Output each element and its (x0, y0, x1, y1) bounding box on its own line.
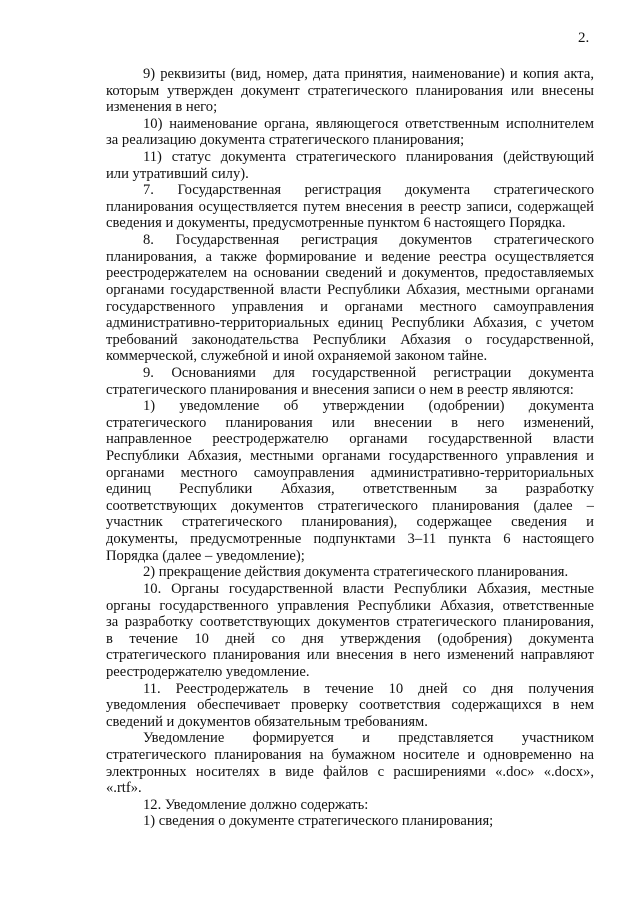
text-line: направленное реестродержателю органами государственной власти (106, 431, 594, 448)
document-body (106, 66, 594, 830)
text-line: 10. Органы государственной власти Республики Абхазия, местные (143, 580, 594, 597)
text-line: соответствующих документов стратегического планирования (далее – (106, 497, 594, 514)
text-line: 9) реквизиты (вид, номер, дата принятия, наименование) и копия акта, (143, 66, 594, 82)
text-line: участник стратегического планирования), содержащее сведения и (106, 514, 594, 531)
text-line: Порядка (далее – уведомление); (106, 547, 305, 564)
text-line: 10) наименование органа, являющегося ответственным исполнителем (143, 115, 594, 132)
text-line: 7. Государственная регистрация документа стратегического (143, 182, 594, 199)
text-line: стратегического планирования и внесения записи о нем в реестр являются: (106, 381, 574, 398)
text-line: за реализацию документа стратегического планирования; (106, 132, 465, 149)
text-line: стратегического планирования или внесения в него изменений направляют (106, 647, 594, 664)
text-line: сведений и документов обязательным требованиям. (106, 713, 428, 730)
text-line: Республики Абхазия, местными органами государственного управления и (106, 448, 594, 465)
text-line: коммерческой, служебной и иной охраняемой законом тайне. (106, 348, 488, 365)
text-line: органами местного самоуправления административно-территориальных (106, 464, 594, 481)
text-line: планирования осуществляется путем внесения в реестр записи, содержащей (106, 198, 594, 215)
text-line: в течение 10 дней со дня утверждения (одобрения) документа (106, 630, 594, 647)
text-line: реестродержателем на основании сведений и документов, предоставляемых (106, 265, 594, 282)
text-line: сведения и документы, предусмотренные пунктом 6 настоящего Порядка. (106, 215, 566, 232)
text-line: требований законодательства Республики Абхазия о государственной, (106, 331, 594, 348)
text-line: государственного управления и органами местного самоуправления (106, 298, 594, 315)
text-line: или утративший силу). (106, 165, 249, 182)
text-line: 9. Основаниями для государственной регистрации документа (143, 364, 594, 381)
text-line: документы, предусмотренные подпунктами 3–11 пункта 6 настоящего (106, 531, 594, 548)
text-line: 1) сведения о документе стратегического планирования; (143, 813, 494, 830)
text-line: единиц Республики Абхазия, ответственным за разработку (106, 481, 594, 498)
text-line: стратегического планирования на бумажном носителе и одновременно на (106, 746, 594, 763)
text-line: 12. Уведомление должно содержать: (143, 796, 369, 813)
text-line: органами государственной власти Республики Абхазия, местными органами (106, 281, 594, 298)
text-line: электронных носителях в виде файлов с расширениями «.doc» «.docx», (106, 763, 594, 780)
text-line: Уведомление формируется и представляется участником (143, 730, 594, 747)
text-line: 11. Реестродержатель в течение 10 дней со дня получения (143, 680, 594, 697)
text-line: органы государственного управления Республики Абхазия, ответственные (106, 597, 594, 614)
text-line: стратегического планирования или внесении в него изменений, (106, 414, 594, 431)
text-line: 1) уведомление об утверждении (одобрении) документа (143, 398, 594, 415)
text-line: изменения в него; (106, 99, 218, 116)
text-line: которым утвержден документ стратегического планирования или внесены (106, 82, 594, 99)
text-line: планирования, а также формирование и ведение реестра осуществляется (106, 248, 594, 265)
text-line: 8. Государственная регистрация документов стратегического (143, 232, 594, 249)
text-line: 11) статус документа стратегического планирования (действующий (143, 149, 594, 166)
page-number: 2. (578, 30, 590, 46)
text-line: «.rtf». (106, 780, 142, 797)
text-line: реестродержателю уведомление. (106, 663, 310, 680)
text-line: административно-территориальных единиц Республики Абхазия, с учетом (106, 315, 594, 332)
text-line: 2) прекращение действия документа стратегического планирования. (143, 564, 569, 581)
text-line: уведомления обеспечивает проверку соответствия содержащихся в нем (106, 697, 594, 714)
text-line: за разработку соответствующих документов стратегического планирования, (106, 614, 594, 631)
